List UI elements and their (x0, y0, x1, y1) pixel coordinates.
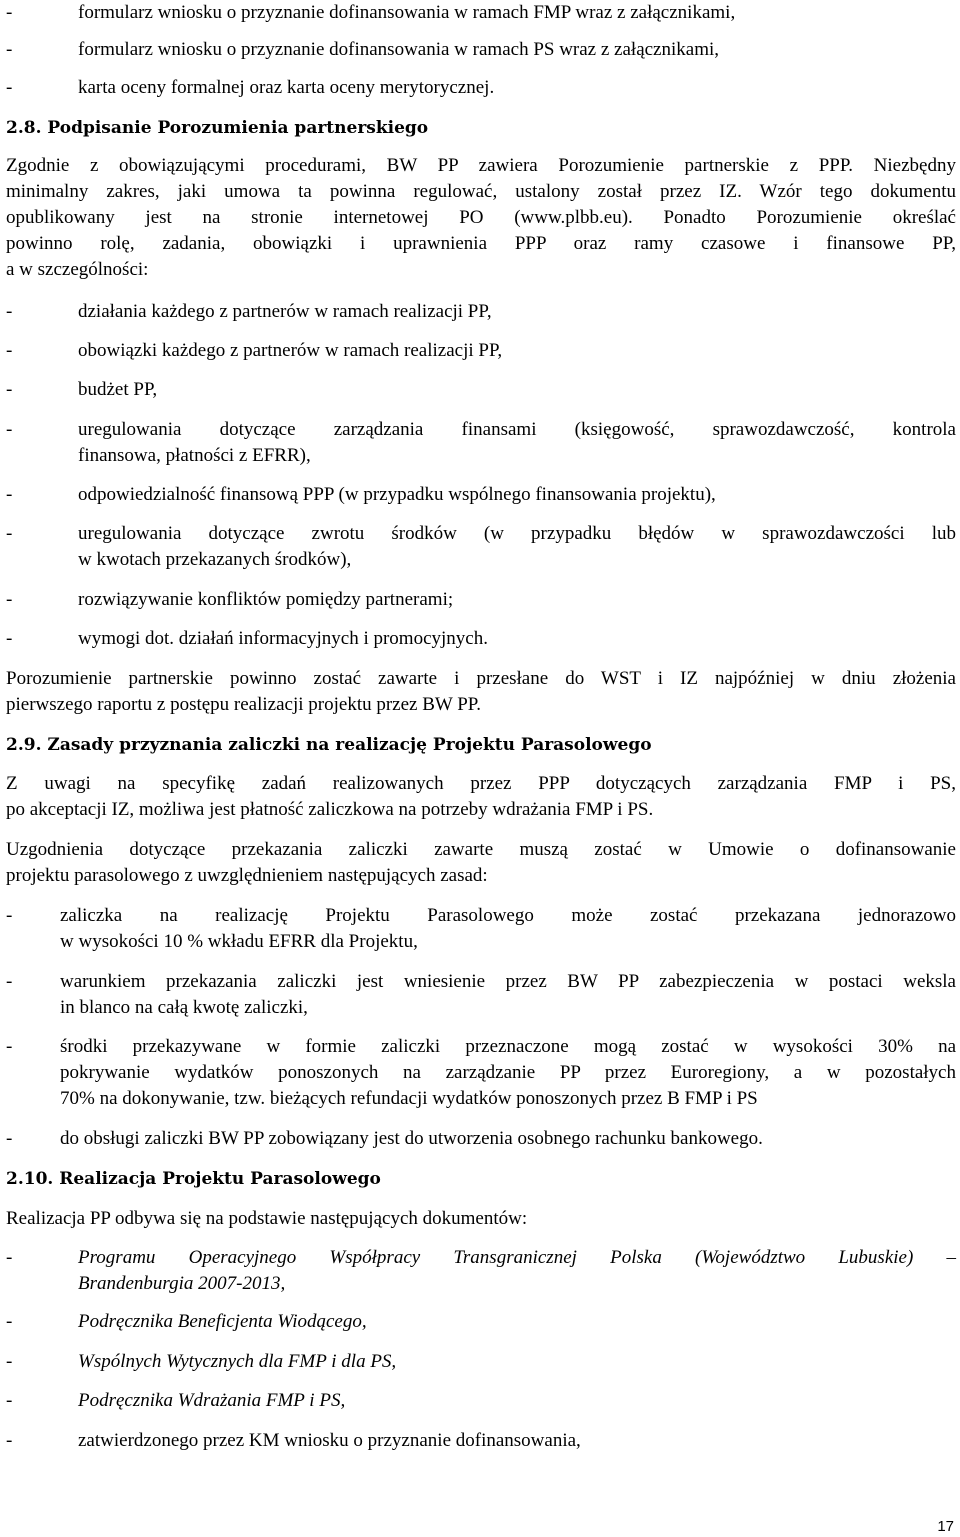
paragraph: Uzgodnienia dotyczące przekazania zaliczki zawarte muszą zostać w Umowie o dofinansowanie projektu parasolowego z uwzględnieniem następujących zasad: (6, 839, 956, 886)
list-item: - uregulowania dotyczące zwrotu środków (w przypadku błędów w sprawozdawczości lub w kwotach przekazanych środków), (6, 523, 956, 570)
paragraph: Porozumienie partnerskie powinno zostać zawarte i przesłane do WST i IZ najpóźniej w dniu złożenia pierwszego raportu z postępu realizacji projektu przez BW PP. (6, 668, 956, 715)
section-heading-2-9: 2.9. Zasady przyznania zaliczki na realizację Projektu Parasolowego (6, 735, 652, 755)
list-item: - działania każdego z partnerów w ramach realizacji PP, (6, 301, 492, 322)
list-item: - budżet PP, (6, 379, 158, 400)
list-item: - Podręcznika Beneficjenta Wiodącego, (6, 1311, 367, 1332)
list-item: - Podręcznika Wdrażania FMP i PS, (6, 1390, 346, 1411)
list-item: - odpowiedzialność finansową PPP (w przypadku wspólnego finansowania projektu), (6, 484, 716, 505)
page-number: 17 (937, 1518, 954, 1535)
list-item: - rozwiązywanie konfliktów pomiędzy partnerami; (6, 589, 454, 610)
list-item: - wymogi dot. działań informacyjnych i promocyjnych. (6, 628, 488, 649)
list-item: - formularz wniosku o przyznanie dofinansowania w ramach FMP wraz z załącznikami, (6, 2, 736, 23)
section-heading-2-10: 2.10. Realizacja Projektu Parasolowego (6, 1169, 381, 1189)
list-item: - warunkiem przekazania zaliczki jest wniesienie przez BW PP zabezpieczenia w postaci weksla in blanco na całą kwotę zaliczki, (6, 971, 956, 1018)
list-item: - zaliczka na realizację Projektu Parasolowego może zostać przekazana jednorazowo w wysokości 10 % wkładu EFRR dla Projektu, (6, 905, 956, 952)
list-item: - Programu Operacyjnego Współpracy Transgranicznej Polska (Województwo Lubuskie) – Brandenburgia 2007-2013, (6, 1247, 956, 1294)
list-item: - karta oceny formalnej oraz karta oceny merytorycznej. (6, 77, 495, 98)
section-heading-2-8: 2.8. Podpisanie Porozumienia partnerskiego (6, 118, 429, 138)
list-item: - środki przekazywane w formie zaliczki przeznaczone mogą zostać w wysokości 30% na pokrywanie wydatków ponoszonych na zarządzanie PP przez Euroregiony, a w pozostałych 70% na dokonywanie, tzw. bieżących refundacji wydatków ponoszonych przez B FMP i PS (6, 1036, 956, 1109)
list-item: - do obsługi zaliczki BW PP zobowiązany jest do utworzenia osobnego rachunku bankowego. (6, 1128, 763, 1149)
paragraph: Z uwagi na specyfikę zadań realizowanych przez PPP dotyczących zarządzania FMP i PS, po akceptacji IZ, możliwa jest płatność zaliczkowa na potrzeby wdrażania FMP i PS. (6, 773, 956, 820)
list-item: - zatwierdzonego przez KM wniosku o przyznanie dofinansowania, (6, 1430, 581, 1451)
paragraph: Zgodnie z obowiązującymi procedurami, BW PP zawiera Porozumienie partnerskie z PPP. Niezbędny minimalny zakres, jaki umowa ta powinna regulować, ustalony został przez IZ. Wzór tego dokumentu opublikowany jest na stronie internetowej PO (www.plbb.eu). Ponadto Porozumienie określać powinno rolę, zadania, obowiązki i uprawnienia PPP oraz ramy czasowe i finansowe PP, a w szczególności: (6, 155, 956, 280)
list-item: - obowiązki każdego z partnerów w ramach realizacji PP, (6, 340, 503, 361)
list-item: - uregulowania dotyczące zarządzania finansami (księgowość, sprawozdawczość, kontrola finansowa, płatności z EFRR), (6, 419, 956, 466)
list-item: - Wspólnych Wytycznych dla FMP i dla PS, (6, 1351, 397, 1372)
paragraph: Realizacja PP odbywa się na podstawie następujących dokumentów: (6, 1208, 528, 1229)
list-item: - formularz wniosku o przyznanie dofinansowania w ramach PS wraz z załącznikami, (6, 39, 720, 60)
